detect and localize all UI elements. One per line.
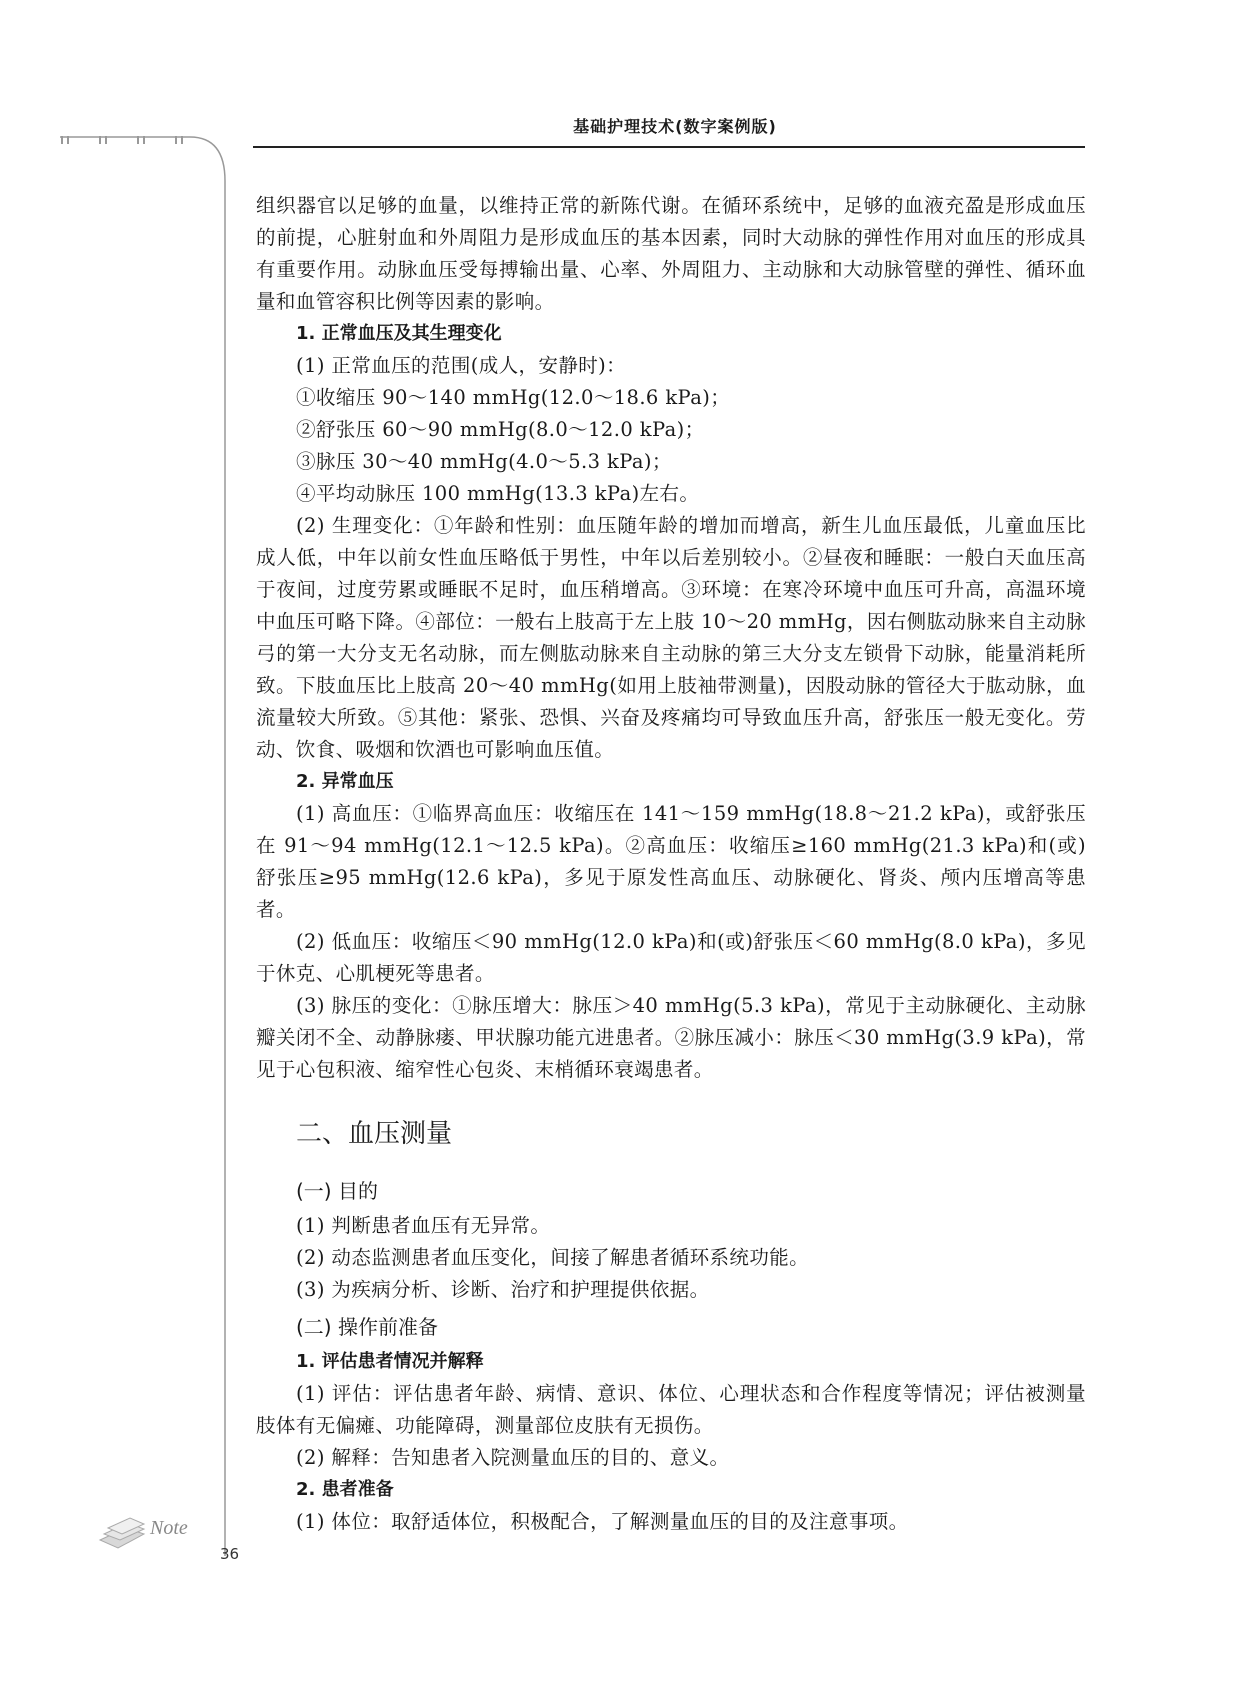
paragraph: ①收缩压 90～140 mmHg(12.0～18.6 kPa)； [296,386,731,409]
paragraph: (2) 生理变化：①年龄和性别：血压随年龄的增加而增高，新生儿血压最低，儿童血压比成人低，中年以前女性血压略低于男性，中年以后差别较小。②昼夜和睡眠：一般白天血压高于夜间，过度劳累或睡眠不足时，血压稍增高。③环境：在寒冷环境中血压可升高，高温环境中血压可略下降。④部位：一般右上肢高于左上肢 10～20 mmHg，因右侧肱动脉来自主动脉弓的第一大分支无名动脉，而左侧肱动脉来自主动脉的第三大分支左锁骨下动脉，能量消耗所致。下肢血压比上肢高 20～40 mmHg(如用上肢袖带测量)，因股动脉的管径大于肱动脉，血流量较大所致。⑤其他：紧张、恐惧、兴奋及疼痛均可导致血压升高，舒张压一般无变化。劳动、饮食、吸烟和饮酒也可影响血压值。 [256,514,1086,761]
paragraph: (3) 为疾病分析、诊断、治疗和护理提供依据。 [296,1278,710,1301]
paragraph: (2) 动态监测患者血压变化，间接了解患者循环系统功能。 [296,1246,810,1269]
page-number: 36 [220,1545,240,1563]
paragraph: ②舒张压 60～90 mmHg(8.0～12.0 kPa)； [296,418,705,441]
paragraph: (1) 体位：取舒适体位，积极配合，了解测量血压的目的及注意事项。 [296,1510,909,1533]
paragraph: (1) 评估：评估患者年龄、病情、意识、体位、心理状态和合作程度等情况；评估被测量肢体有无偏瘫、功能障碍，测量部位皮肤有无损伤。 [256,1382,1086,1437]
note-logo-text: Note [150,1517,188,1539]
page-content [256,190,1086,1538]
paragraph: 组织器官以足够的血量，以维持正常的新陈代谢。在循环系统中，足够的血液充盈是形成血压的前提，心脏射血和外周阻力是形成血压的基本因素，同时大动脉的弹性作用对血压的形成具有重要作用。动脉血压受每搏输出量、心率、外周阻力、主动脉和大动脉管壁的弹性、循环血量和血管容积比例等因素的影响。 [256,194,1086,313]
paragraph: (2) 解释：告知患者入院测量血压的目的、意义。 [296,1446,730,1469]
paragraph: (3) 脉压的变化：①脉压增大：脉压＞40 mmHg(5.3 kPa)，常见于主动脉硬化、主动脉瓣关闭不全、动静脉瘘、甲状腺功能亢进患者。②脉压减小：脉压＜30 mmHg(3.9 kPa)，常见于心包积液、缩窄性心包炎、末梢循环衰竭患者。 [256,994,1086,1081]
paragraph: (1) 高血压：①临界高血压：收缩压在 141～159 mmHg(18.8～21.2 kPa)，或舒张压在 91～94 mmHg(12.1～12.5 kPa)。②高血压：收缩压≥160 mmHg(21.3 kPa)和(或)舒张压≥95 mmHg(12.6 kPa)，多见于原发性高血压、动脉硬化、肾炎、颅内压增高等患者。 [256,802,1086,921]
subsection-heading: (一) 目的 [296,1179,378,1203]
margin-decoration [60,136,235,1556]
margin-curve-line [190,137,225,1556]
numbered-heading: 2. 患者准备 [296,1479,394,1500]
note-book-icon [96,1510,206,1550]
paragraph: (1) 正常血压的范围(成人，安静时)： [296,354,627,377]
paragraph: (1) 判断患者血压有无异常。 [296,1214,551,1237]
section-heading: 二、血压测量 [296,1119,453,1149]
numbered-heading: 2. 异常血压 [296,771,394,792]
subsection-heading: (二) 操作前准备 [296,1315,438,1339]
tick-marks-decoration [60,136,190,144]
numbered-heading: 1. 正常血压及其生理变化 [296,323,502,344]
header-title: 基础护理技术(数字案例版) [573,117,777,136]
numbered-heading: 1. 评估患者情况并解释 [296,1351,484,1372]
header-rule [253,146,1085,148]
paragraph: (2) 低血压：收缩压＜90 mmHg(12.0 kPa)和(或)舒张压＜60 mmHg(8.0 kPa)，多见于休克、心肌梗死等患者。 [256,930,1086,985]
paragraph: ④平均动脉压 100 mmHg(13.3 kPa)左右。 [296,482,700,505]
paragraph: ③脉压 30～40 mmHg(4.0～5.3 kPa)； [296,450,672,473]
